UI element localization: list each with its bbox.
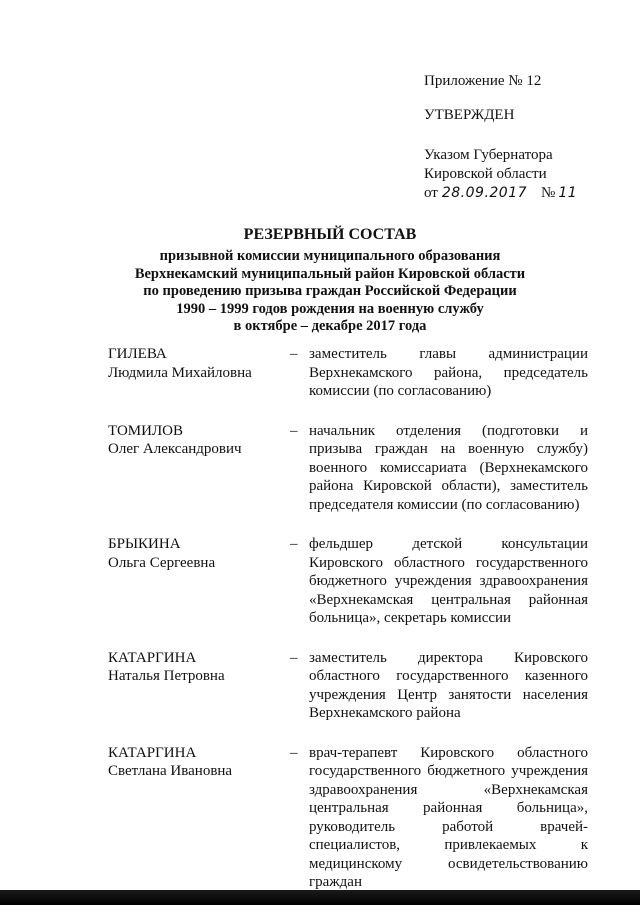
member-list [108,345,588,913]
document-header [60,224,600,336]
member-given-name: Людмила Михайловна [108,364,252,381]
member-given-name: Ольга Сергеевна [108,554,216,571]
member-names [108,649,283,686]
member-given-name: Светлана Ивановна [108,763,233,779]
member-description: фельдшер детской консультации Кировского областного государственного бюджетного учреждения здравоохранения «Верхнекамская центральная районная больница», секретарь комиссии [309,536,588,626]
member-names [108,744,283,781]
number-prefix: № [541,185,556,201]
member-dash: – [290,649,298,666]
member-dash: – [290,422,298,439]
member-surname: ТОМИЛОВ [108,422,183,439]
member-surname: БРЫКИНА [108,536,181,552]
annex-block [424,72,624,203]
member-surname: КАТАРГИНА [108,744,197,761]
member-entry [108,535,588,628]
member-description: врач-терапевт Кировского областного государственного бюджетного учреждения здравоохранения «Верхнекамская центральная районная больница», руководитель работой врачей-специалистов, привлекаемых к медицинскому освидетельствованию граждан [309,744,588,890]
member-surname: КАТАРГИНА [108,649,197,666]
header-line: по проведению призыва граждан Российской Федерации [143,283,517,299]
approved-label: УТВЕРЖДЕН [424,107,515,123]
header-line: призывной комиссии муниципального образования [159,248,501,264]
handwritten-date: 28.09.2017 [441,185,528,201]
header-line: 1990 – 1999 годов рождения на военную службу [176,300,484,317]
member-description: начальник отделения (подготовки и призыва граждан на военную службу) военного комиссариата (Верхнекамского района Кировской области), заместитель председателя комиссии (по согласованию) [309,422,588,513]
member-names [108,535,283,572]
member-dash: – [290,346,298,362]
handwritten-number: 11 [558,185,578,201]
document-title: РЕЗЕРВНЫЙ СОСТАВ [243,226,417,243]
member-names [108,345,283,382]
header-line: Верхнекамский муниципальный район Кировской области [134,265,526,282]
member-surname: ГИЛЕВА [108,346,167,362]
member-entry [108,422,588,515]
date-prefix: от [424,185,438,201]
member-entry [108,649,588,723]
member-dash: – [290,744,298,761]
header-line: в октябре – декабре 2017 года [233,318,427,334]
member-dash: – [290,536,298,552]
scan-bottom-edge [0,890,640,905]
decree-line-1: Указом Губернатора [424,147,553,163]
member-given-name: Наталья Петровна [108,668,225,684]
decree-line-2: Кировской области [424,166,547,182]
member-description: заместитель директора Кировского областного государственного казенного учреждения Центр занятости населения Верхнекамского района [309,649,588,721]
annex-number: Приложение № 12 [424,73,542,89]
decree-date-line [424,184,624,203]
member-names [108,422,283,459]
member-description: заместитель главы администрации Верхнекамского района, председатель комиссии (по согласованию) [309,346,588,399]
member-given-name: Олег Александрович [108,441,242,457]
member-entry [108,345,588,401]
member-entry [108,744,588,892]
